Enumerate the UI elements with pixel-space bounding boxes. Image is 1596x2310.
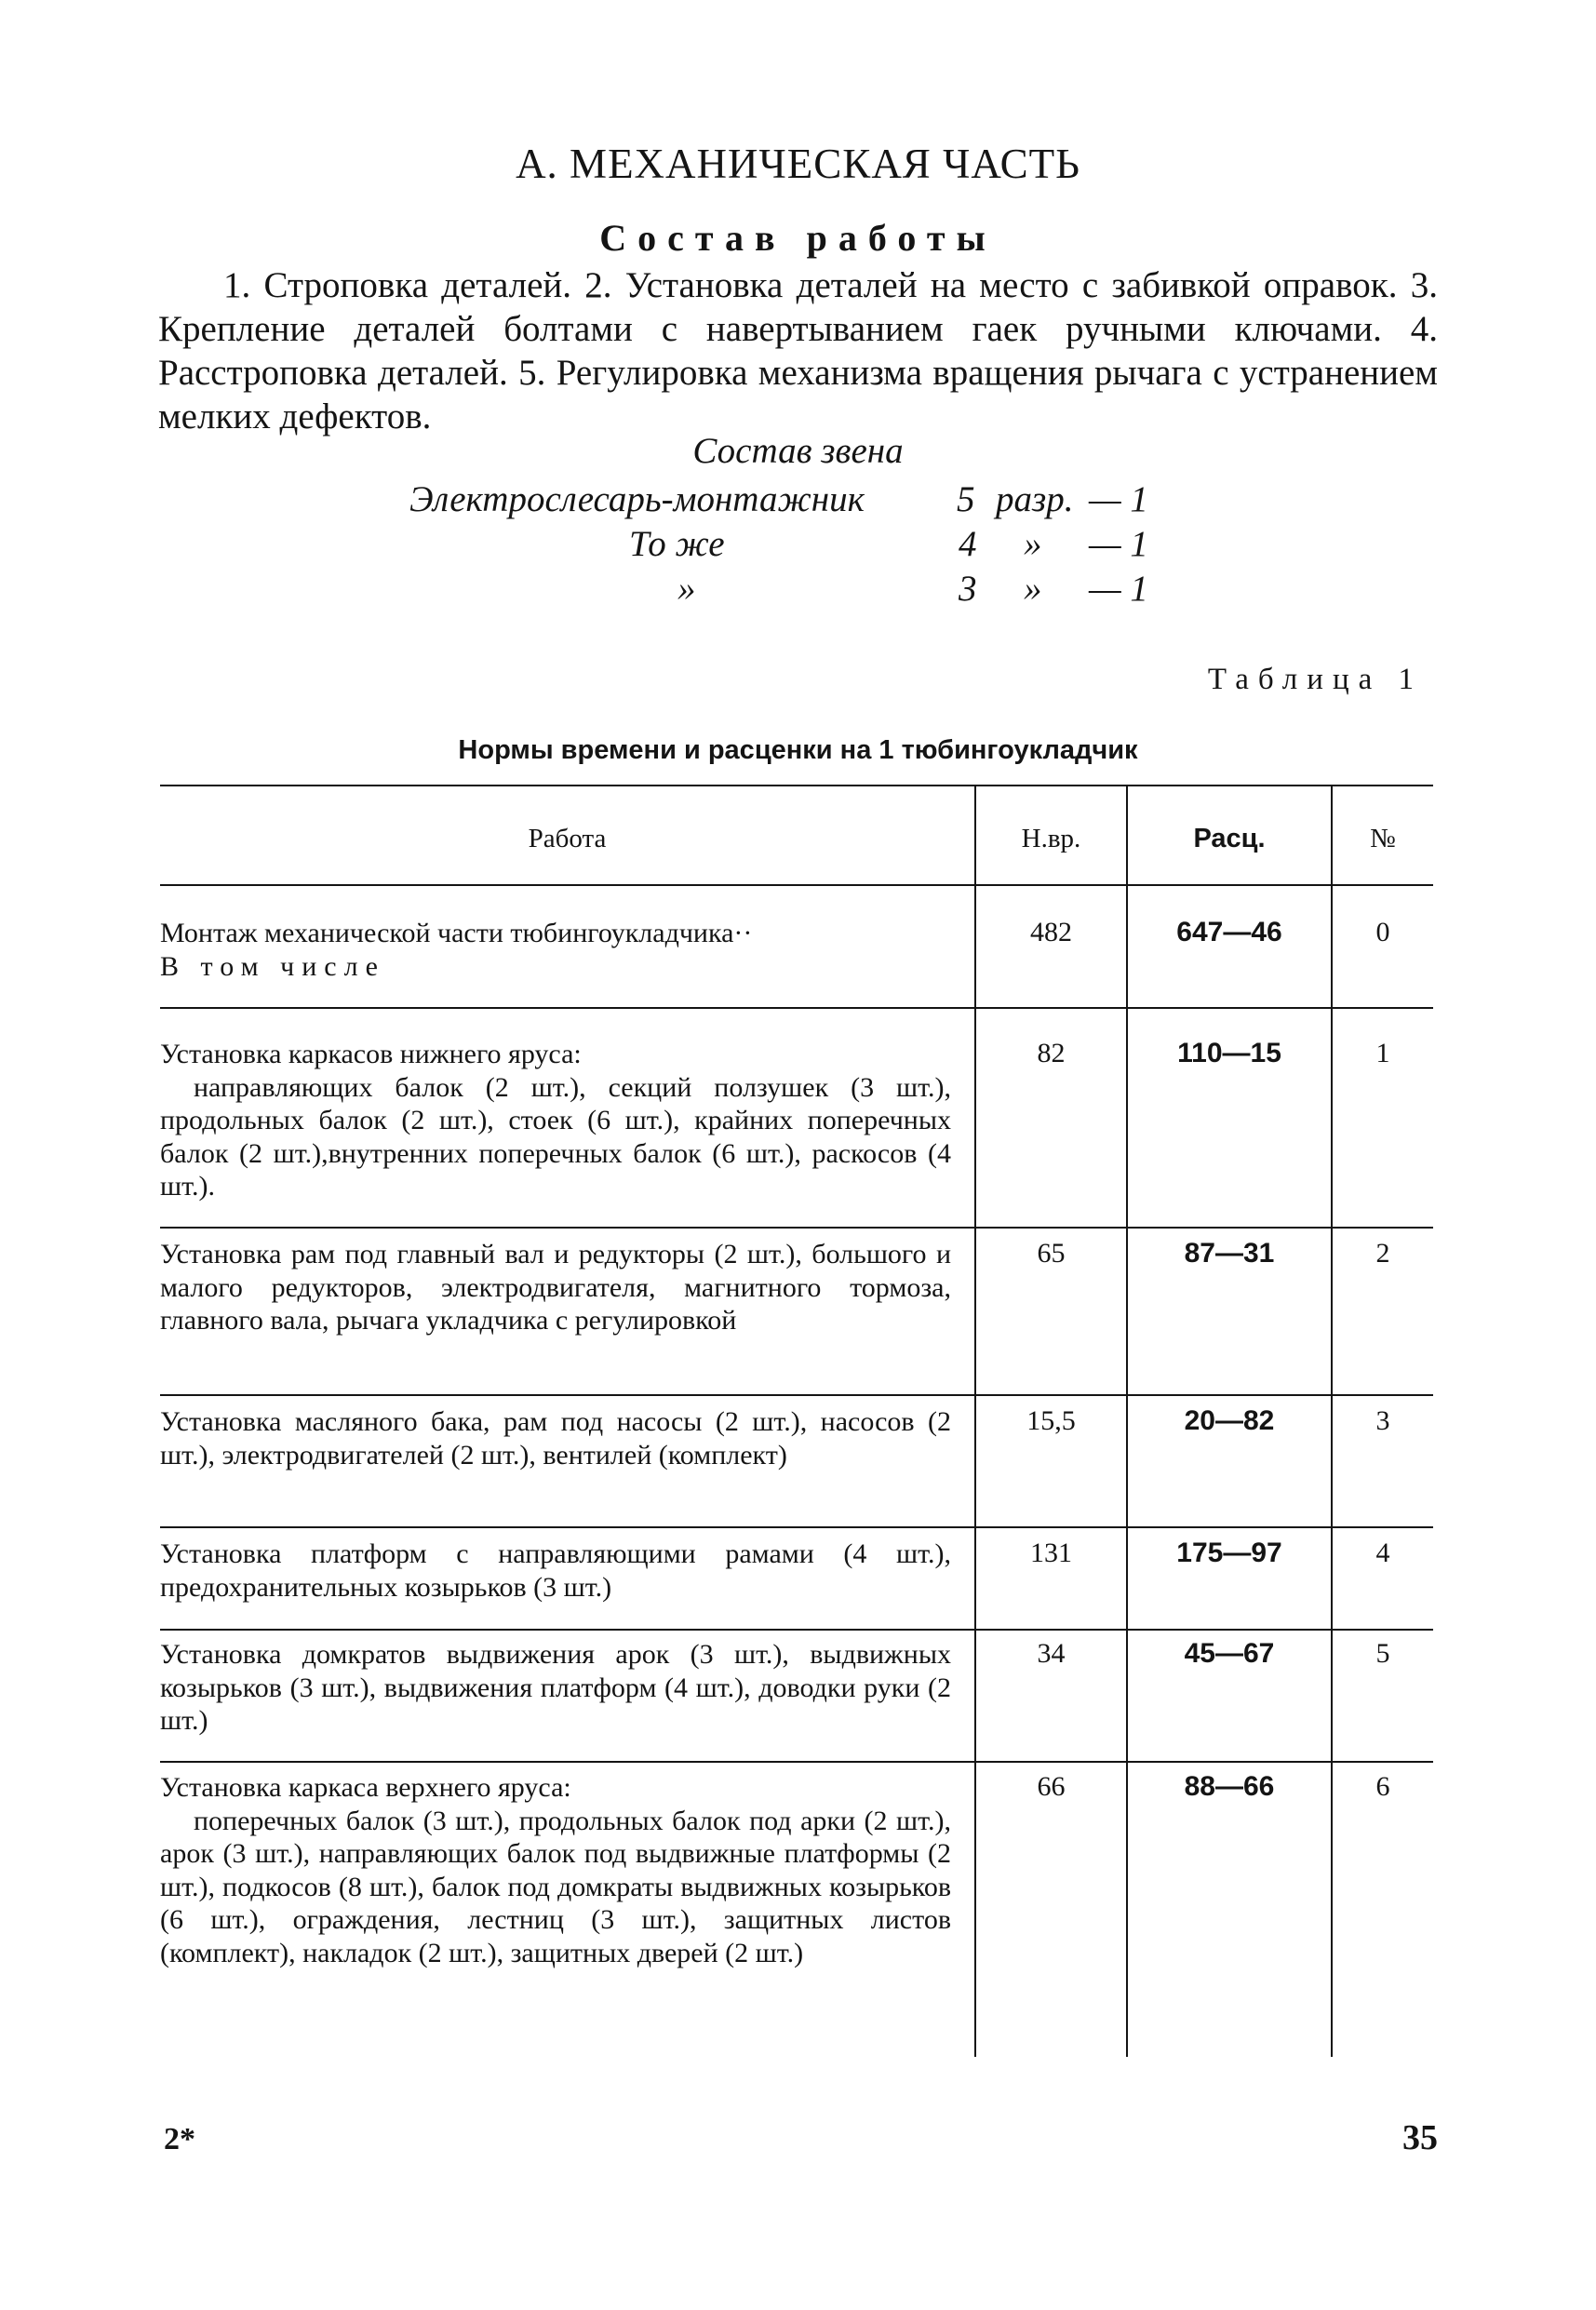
norm-value: 34 bbox=[1037, 1638, 1066, 1669]
price-value: 647—46 bbox=[1176, 917, 1282, 947]
norm-value: 15,5 bbox=[1026, 1405, 1076, 1436]
table-row bbox=[160, 1538, 951, 1604]
table-top-rule bbox=[160, 785, 1433, 786]
crew-name: То же bbox=[629, 524, 725, 564]
column-header-norm: Н.вр. bbox=[1021, 824, 1081, 853]
crew-unit: » bbox=[1024, 569, 1042, 609]
work-composition-text bbox=[158, 263, 1438, 438]
crew-grade: 4 bbox=[959, 524, 977, 564]
table-row bbox=[160, 1238, 951, 1337]
crew-name: » bbox=[677, 569, 696, 609]
row-divider bbox=[160, 1761, 1433, 1763]
table-row bbox=[160, 1038, 951, 1203]
row-number: 5 bbox=[1375, 1638, 1390, 1669]
table-title: Нормы времени и расценки на 1 тюбингоукладчик bbox=[458, 735, 1138, 765]
table-row bbox=[160, 1638, 951, 1738]
row-divider bbox=[160, 1227, 1433, 1229]
work-details: направляющих балок (2 шт.), секций ползушек (3 шт.), продольных балок (2 шт.), стоек (6 шт.), крайних поперечных балок (2 шт.),внутренних поперечных балок (6 шт.), раскосов (4 шт.). bbox=[160, 1071, 951, 1202]
column-header-price: Расц. bbox=[1193, 824, 1266, 853]
row-divider bbox=[160, 1526, 1433, 1528]
work-details: поперечных балок (3 шт.), продольных балок под арки (2 шт.), арок (3 шт.), направляющих балок под выдвижные платформы (2 шт.), подкосов (8 шт.), балок под домкраты выдвижных козырьков (6 шт.), ограждения, лестниц (3 шт.), защитных листов (комплект), накладок (2 шт.), защитных дверей (2 шт.) bbox=[160, 1805, 951, 1968]
page-number: 35 bbox=[1402, 2118, 1438, 2157]
crew-unit: » bbox=[1024, 524, 1042, 564]
column-header-work: Работа bbox=[528, 824, 607, 853]
crew-count: — 1 bbox=[1089, 569, 1148, 609]
norm-value: 65 bbox=[1037, 1238, 1066, 1269]
work-description: Установка каркасов нижнего яруса: bbox=[160, 1039, 582, 1069]
table-label: Таблица 1 bbox=[1207, 663, 1423, 696]
norm-value: 131 bbox=[1030, 1538, 1072, 1568]
row-divider bbox=[160, 1007, 1433, 1009]
crew-grade: 5 bbox=[957, 479, 975, 519]
crew-title: Состав звена bbox=[692, 431, 904, 471]
row-divider bbox=[160, 1629, 1433, 1631]
price-value: 110—15 bbox=[1177, 1038, 1281, 1068]
intro-paragraph: 1. Строповка деталей. 2. Установка деталей на место с забивкой оправок. 3. Крепление деталей болтами с навертыванием гаек ручными ключами. 4. Расстроповка деталей. 5. Регулировка механизма вращения рычага с устранением мелких дефектов. bbox=[158, 265, 1438, 436]
table-row bbox=[160, 1771, 951, 1969]
section-heading: А. МЕХАНИЧЕСКАЯ ЧАСТЬ bbox=[516, 141, 1080, 187]
crew-count: — 1 bbox=[1089, 479, 1148, 519]
crew-row bbox=[0, 478, 1596, 523]
row-number: 6 bbox=[1375, 1771, 1390, 1802]
crew-count: — 1 bbox=[1089, 524, 1148, 564]
crew-row bbox=[0, 523, 1596, 568]
table-row bbox=[160, 917, 951, 983]
column-header-number: № bbox=[1370, 824, 1396, 853]
work-description: Установка платформ с направляющими рамами (4 шт.), предохранительных козырьков (3 шт.) bbox=[160, 1538, 951, 1603]
crew-row bbox=[0, 568, 1596, 612]
row-number: 0 bbox=[1375, 917, 1390, 947]
price-value: 88—66 bbox=[1184, 1771, 1275, 1802]
work-description: Установка каркаса верхнего яруса: bbox=[160, 1772, 571, 1803]
work-description: Установка домкратов выдвижения арок (3 шт.), выдвижных козырьков (3 шт.), выдвижения платформ (4 шт.), доводки руки (2 шт.) bbox=[160, 1639, 951, 1736]
norm-value: 66 bbox=[1037, 1771, 1066, 1802]
row-divider bbox=[160, 1394, 1433, 1396]
crew-unit: разр. bbox=[996, 479, 1074, 519]
crew-grade: 3 bbox=[959, 569, 977, 609]
work-description: Монтаж механической части тюбингоукладчика·· bbox=[160, 918, 753, 948]
table-header-rule bbox=[160, 884, 1433, 886]
row-number: 2 bbox=[1375, 1238, 1390, 1269]
table-row bbox=[160, 1405, 951, 1471]
signature-mark: 2* bbox=[164, 2122, 195, 2156]
price-value: 45—67 bbox=[1184, 1638, 1275, 1669]
norm-value: 482 bbox=[1030, 917, 1072, 947]
price-value: 175—97 bbox=[1176, 1538, 1282, 1568]
work-description: Установка рам под главный вал и редукторы (2 шт.), большого и малого редукторов, электродвигателя, магнитного тормоза, главного вала, рычага укладчика с регулировкой bbox=[160, 1239, 951, 1336]
row-number: 3 bbox=[1375, 1405, 1390, 1436]
price-value: 20—82 bbox=[1184, 1405, 1275, 1436]
row-number: 4 bbox=[1375, 1538, 1390, 1568]
norm-value: 82 bbox=[1037, 1038, 1066, 1068]
price-value: 87—31 bbox=[1184, 1238, 1275, 1269]
work-composition-title: Состав работы bbox=[599, 217, 997, 259]
work-description: Установка масляного бака, рам под насосы (2 шт.), насосов (2 шт.), электродвигателей (2 шт.), вентилей (комплект) bbox=[160, 1406, 951, 1471]
crew-name: Электрослесарь-монтажник bbox=[409, 479, 865, 519]
work-subtitle: В том числе bbox=[160, 950, 385, 982]
row-number: 1 bbox=[1375, 1038, 1390, 1068]
